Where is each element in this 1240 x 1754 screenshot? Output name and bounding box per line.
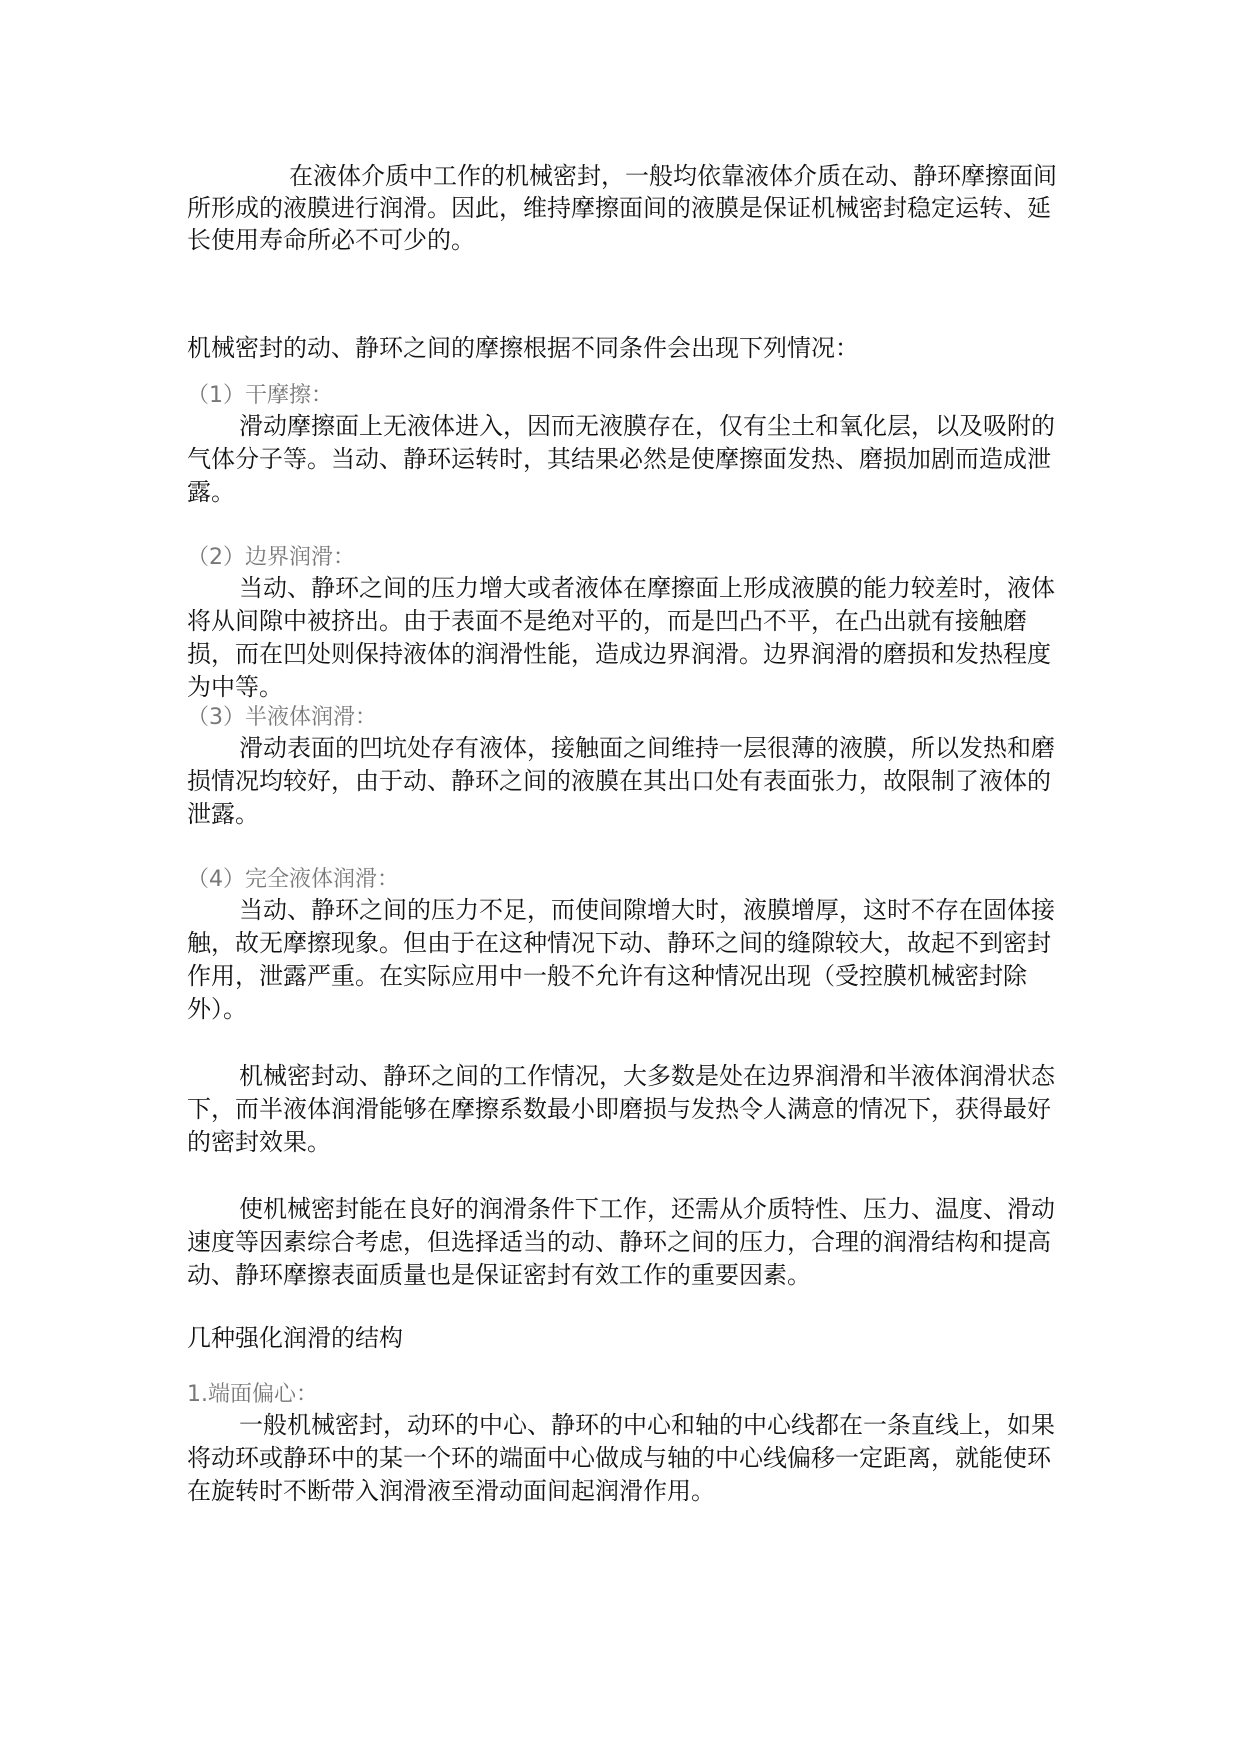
dry-friction-heading: （1）干摩擦： <box>187 383 333 408</box>
dry-friction-body: 滑动摩擦面上无液体进入，因而无液膜存在，仅有尘土和氧化层，以及吸附的气体分子等。当动、静环运转时，其结果必然是使摩擦面发热、磨损加剧而造成泄露。 <box>187 412 1055 506</box>
semi-liquid-lubrication-heading: （3）半液体润滑： <box>187 705 377 730</box>
full-liquid-lubrication-heading: （4）完全液体润滑： <box>187 867 399 892</box>
lubrication-factors-summary: 使机械密封能在良好的润滑条件下工作，还需从介质特性、压力、温度、滑动速度等因素综合考虑，但选择适当的动、静环之间的压力，合理的润滑结构和提高动、静环摩擦表面质量也是保证密封有效工作的重要因素。 <box>187 1195 1055 1289</box>
end-face-eccentricity-heading: 1.端面偏心： <box>187 1382 318 1407</box>
intro-paragraph: 在液体介质中工作的机械密封，一般均依靠液体介质在动、静环摩擦面间所形成的液膜进行润滑。因此，维持摩擦面间的液膜是保证机械密封稳定运转、延长使用寿命所必不可少的。 <box>187 162 1057 254</box>
full-liquid-lubrication-body: 当动、静环之间的压力不足，而使间隙增大时，液膜增厚，这时不存在固体接触，故无摩擦现象。但由于在这种情况下动、静环之间的缝隙较大，故起不到密封作用，泄露严重。在实际应用中一般不允许有这种情况出现（受控膜机械密封除外）。 <box>187 896 1055 1023</box>
lubrication-structures-title: 几种强化润滑的结构 <box>187 1324 403 1352</box>
semi-liquid-lubrication-body: 滑动表面的凹坑处存有液体，接触面之间维持一层很薄的液膜，所以发热和磨损情况均较好，由于动、静环之间的液膜在其出口处有表面张力，故限制了液体的泄露。 <box>187 734 1055 828</box>
dry-friction-section <box>187 382 1057 509</box>
friction-conditions-lead: 机械密封的动、静环之间的摩擦根据不同条件会出现下列情况： <box>187 334 859 362</box>
boundary-lubrication-section <box>187 544 1057 704</box>
semi-liquid-lubrication-section <box>187 704 1057 831</box>
boundary-lubrication-body: 当动、静环之间的压力增大或者液体在摩擦面上形成液膜的能力较差时，液体将从间隙中被挤出。由于表面不是绝对平的，而是凹凸不平，在凸出就有接触磨损，而在凹处则保持液体的润滑性能，造成边界润滑。边界润滑的磨损和发热程度为中等。 <box>187 574 1055 701</box>
end-face-eccentricity-body: 一般机械密封，动环的中心、静环的中心和轴的中心线都在一条直线上，如果将动环或静环中的某一个环的端面中心做成与轴的中心线偏移一定距离，就能使环在旋转时不断带入润滑液至滑动面间起润滑作用。 <box>187 1411 1055 1505</box>
full-liquid-lubrication-section <box>187 866 1057 1026</box>
end-face-eccentricity-section <box>187 1381 1057 1508</box>
document-page <box>187 160 1057 1508</box>
working-condition-summary: 机械密封动、静环之间的工作情况，大多数是处在边界润滑和半液体润滑状态下，而半液体润滑能够在摩擦系数最小即磨损与发热令人满意的情况下，获得最好的密封效果。 <box>187 1062 1055 1156</box>
boundary-lubrication-heading: （2）边界润滑： <box>187 545 355 570</box>
